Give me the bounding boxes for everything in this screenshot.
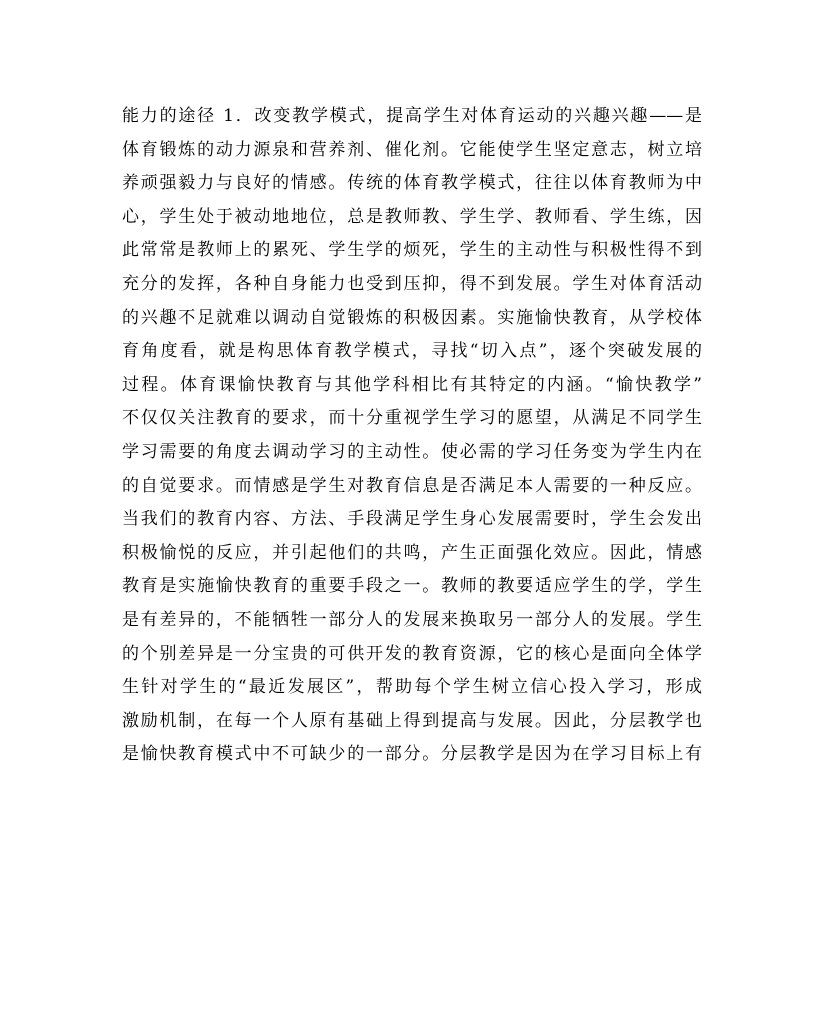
text-line: 体育锻炼的动力源泉和营养剂、催化剂。它能使学生坚定意志，树立培: [122, 139, 702, 160]
text-line: 此常常是教师上的累死、学生学的烦死，学生的主动性与积极性得不到: [122, 240, 702, 261]
text-line: 心，学生处于被动地地位，总是教师教、学生学、教师看、学生练，因: [122, 206, 702, 227]
text-line: 充分的发挥，各种自身能力也受到压抑，得不到发展。学生对体育活动: [122, 273, 702, 294]
text-line: 的兴趣不足就难以调动自觉锻炼的积极因素。实施愉快教育，从学校体: [122, 307, 702, 328]
text-line: 是有差异的，不能牺牲一部分人的发展来换取另一部分人的发展。学生: [122, 609, 702, 630]
text-line: 学习需要的角度去调动学习的主动性。使必需的学习任务变为学生内在: [122, 441, 702, 462]
text-line: 激励机制，在每一个人原有基础上得到提高与发展。因此，分层教学也: [122, 710, 702, 731]
text-line: 教育是实施愉快教育的重要手段之一。教师的教要适应学生的学，学生: [122, 576, 702, 597]
text-line: 能力的途径 1．改变教学模式，提高学生对体育运动的兴趣兴趣——是: [122, 106, 702, 126]
text-line: 的自觉要求。而情感是学生对教育信息是否满足本人需要的一种反应。: [122, 475, 702, 496]
text-line: 当我们的教育内容、方法、手段满足学生身心发展需要时，学生会发出: [122, 509, 702, 530]
text-line: 生针对学生的“最近发展区”，帮助每个学生树立信心投入学习，形成: [122, 677, 702, 698]
text-line: 的个别差异是一分宝贵的可供开发的教育资源，它的核心是面向全体学: [122, 643, 702, 664]
text-line: 是愉快教育模式中不可缺少的一部分。分层教学是因为在学习目标上有: [122, 744, 702, 765]
text-line: 积极愉悦的反应，并引起他们的共鸣，产生正面强化效应。因此，情感: [122, 542, 702, 563]
text-line: 育角度看，就是构思体育教学模式，寻找“切入点”，逐个突破发展的: [122, 341, 702, 362]
body-paragraph: [122, 100, 702, 772]
text-line: 不仅仅关注教育的要求，而十分重视学生学习的愿望，从满足不同学生: [122, 408, 702, 429]
text-line: 养顽强毅力与良好的情感。传统的体育教学模式，往往以体育教师为中: [122, 173, 702, 194]
text-line: 过程。体育课愉快教育与其他学科相比有其特定的内涵。“愉快教学”: [122, 374, 702, 395]
